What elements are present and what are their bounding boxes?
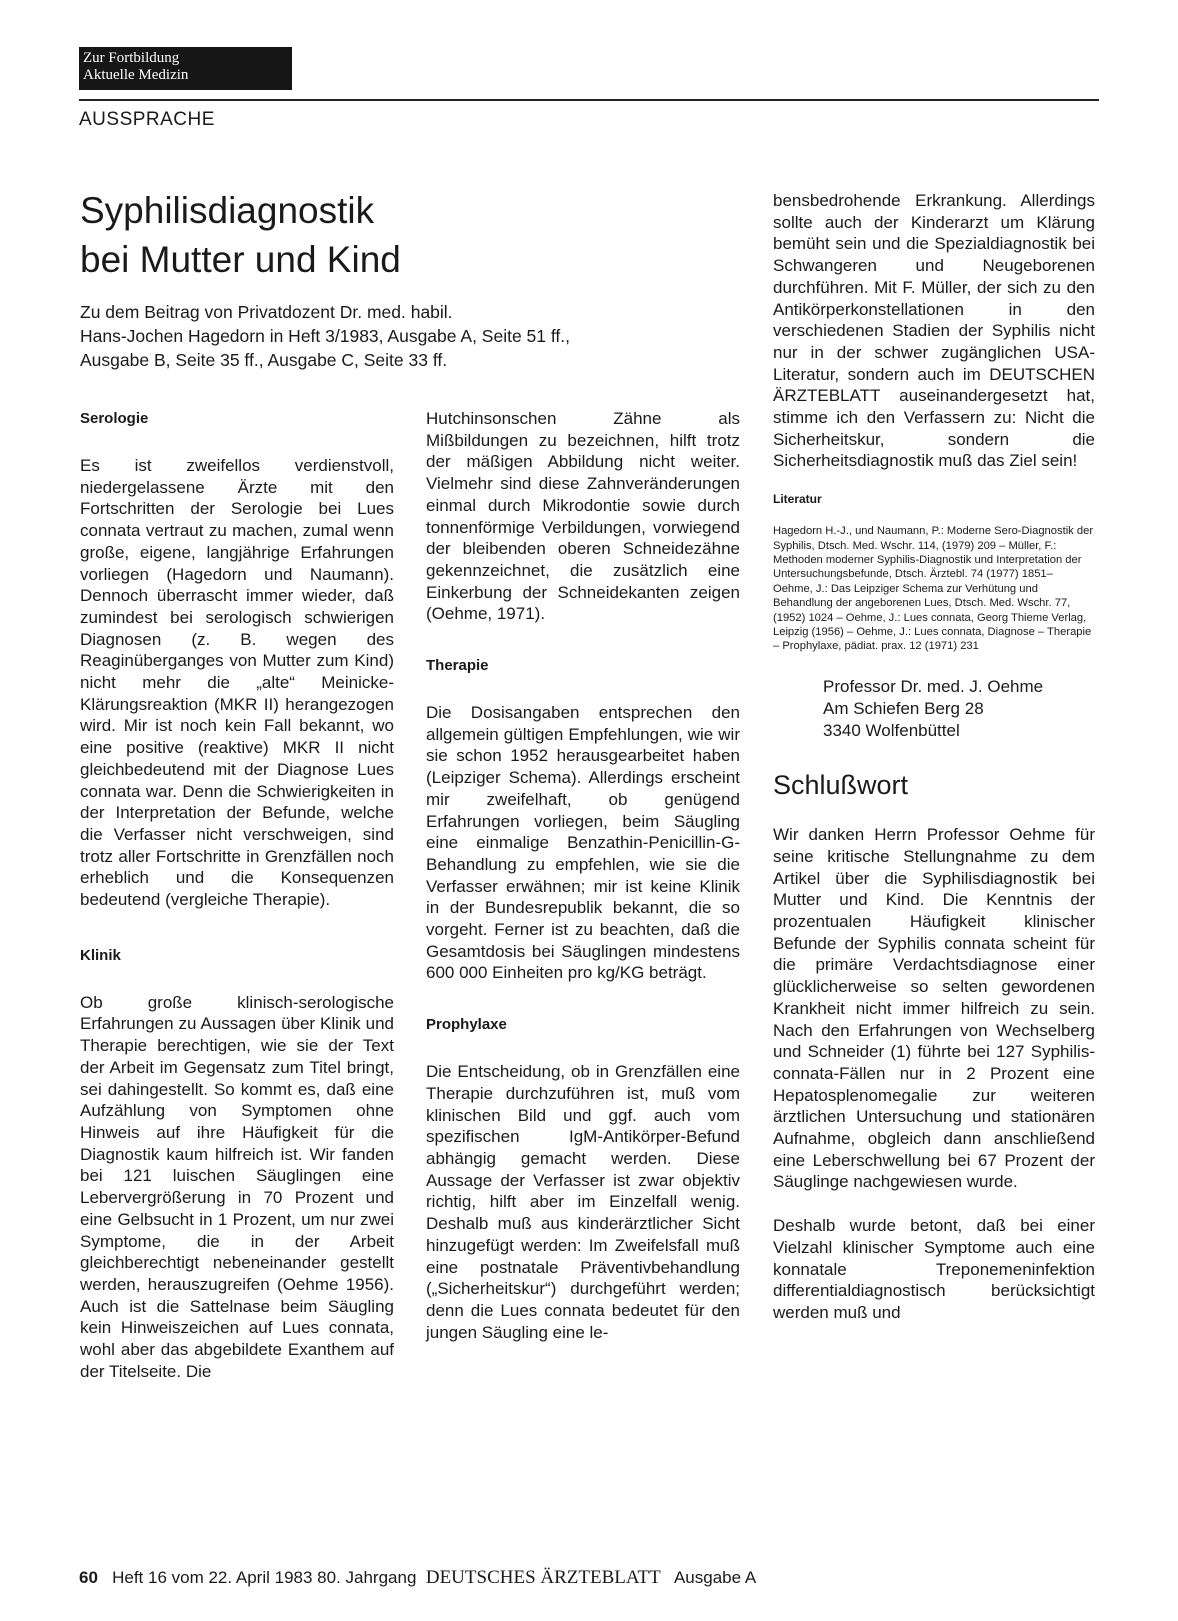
article-subtitle bbox=[80, 300, 720, 372]
heading-serologie: Serologie bbox=[80, 410, 149, 427]
article-title bbox=[80, 186, 720, 284]
subtitle-line-1: Zu dem Beitrag von Privatdozent Dr. med. habil. bbox=[80, 302, 453, 322]
paragraph-continued: Hutchinsonschen Zähne als Mißbildungen zu bezeichnen, hilft trotz der mäßigen Abbildung nicht weiter. Vielmehr sind diese Zahnveränderungen einmal durch Mikrodontie sowie durch tonnenförmige Verbildungen, vorwiegend der bleibenden oberen Schneidezähne gekennzeichnet, die zusätzlich eine Einkerbung der Schneidekanten zeigen (Oehme, 1971). bbox=[426, 409, 740, 624]
paragraph-serologie: Es ist zweifellos verdienstvoll, niedergelassene Ärzte mit den Fortschritten der Serologie bei Lues connata vertraut zu machen, zumal wenn große, eigene, langjährige Erfahrungen vorliegen (Hagedorn und Naumann). Dennoch überrascht immer wieder, daß zumindest bei serologisch schwierigen Diagnosen (z. B. wegen des Reaginüberganges von Mutter zum Kind) nicht mehr die „alte“ Meinicke-Klärungsreaktion (MKR II) herangezogen wird. Mir ist noch kein Fall bekannt, wo eine positive (reaktive) MKR II nicht gleichbedeutend mit der Diagnose Lues connata war. Denn die Schwierigkeiten in der Interpretation der Befunde, welche die Verfasser nicht verschweigen, sind trotz aller Fortschritte in Grenzfällen noch erheblich und die Konsequenzen bedeutend (vergleiche Therapie). bbox=[80, 456, 394, 910]
paragraph-klinik: Ob große klinisch-serologische Erfahrungen zu Aussagen über Klinik und Therapie berechtigen, wie sie der Text der Arbeit im Gegensatz zum Titel bringt, sei dahingestellt. So kommt es, daß eine Aufzählung von Symptomen ohne Hinweis auf ihre Häufigkeit für die Diagnostik kaum hilfreich ist. Wir fanden bei 121 luischen Säuglingen eine Lebervergrößerung in 70 Prozent und eine Gelbsucht in 1 Prozent, um nur zwei Symptome, die in der Arbeit gleichberechtigt nebeneinander gestellt werden, herauszugreifen (Oehme 1956). Auch ist die Sattelnase beim Säugling kein Hinweiszeichen auf Lues connata, wohl aber das abgebildete Exanthem auf der Titelseite. Die bbox=[80, 992, 394, 1381]
author-address bbox=[823, 676, 1095, 742]
header-rule bbox=[79, 99, 1099, 101]
column-2 bbox=[426, 408, 740, 1343]
paragraph-therapie: Die Dosisangaben entsprechen den allgemein gültigen Empfehlungen, wie wir sie schon 1952 herausgearbeitet haben (Leipziger Schema). Allerdings erscheint mir zweifelhaft, ob genügend Erfahrungen vorliegen, beim Säugling eine einmalige Benzathin-Penicillin-G-Behandlung zu empfehlen, wie sie die Verfasser erwähnen; mir ist keine Klinik in der Bundesrepublik bekannt, die so vorgeht. Ferner ist zu beachten, daß die Gesamtdosis bei Säuglingen mindestens 600 000 Einheiten pro kg/KG beträgt. bbox=[426, 703, 740, 983]
rubric-box bbox=[79, 47, 292, 90]
page-number: 60 bbox=[79, 1568, 98, 1587]
section-label: AUSSPRACHE bbox=[79, 109, 215, 130]
edition-label: Ausgabe A bbox=[673, 1568, 757, 1587]
paragraph-schlusswort-1: Wir danken Herrn Professor Oehme für seine kritische Stellungnahme zu dem Artikel über die Syphilisdiagnostik bei Mutter und Kind. Die Kenntnis der prozentualen Häufigkeit klinischer Befunde der Syphilis connata scheint für die primäre Verdachtsdiagnose einer glücklicherweise so selten gewordenen Krankheit nicht immer hilfreich zu sein. Nach den Erfahrungen von Wechselberg und Schneider (1) führte bei 127 Syphilis-connata-Fällen nur in 2 Prozent eine Hepatosplenomegalie zur weiteren ärztlichen Untersuchung und stationären Aufnahme, obgleich dann anschließend eine Leberschwellung bei 67 Prozent der Säuglinge nachgewiesen wurde. bbox=[773, 825, 1095, 1192]
paragraph-schlusswort-2: Deshalb wurde betont, daß bei einer Vielzahl klinischer Symptome auch eine konnatale Treponemeninfektion differentialdiagnostisch berücksichtigt werden muß und bbox=[773, 1216, 1095, 1322]
heading-klinik: Klinik bbox=[80, 946, 121, 964]
title-line-2: bei Mutter und Kind bbox=[80, 239, 401, 280]
author-street: Am Schiefen Berg 28 bbox=[823, 698, 984, 718]
paragraph-continued-3: bensbedrohende Erkrankung. Allerdings sollte auch der Kinderarzt um Klärung bemüht sein und die Spezialdiagnostik bei Schwangeren und Neugeborenen durchführen. Mit F. Müller, der sich zu den Antikörperkonstellationen in den verschiedenen Stadien der Syphilis nicht nur in der schwer zugänglichen USA-Literatur, sondern auch im DEUTSCHEN ÄRZTEBLATT auseinandergesetzt hat, stimme ich den Verfassern zu: Nicht die Sicherheitskur, sondern die Sicherheitsdiagnostik muß das Ziel sein! bbox=[773, 191, 1095, 471]
subtitle-line-3: Ausgabe B, Seite 35 ff., Ausgabe C, Seite 33 ff. bbox=[80, 350, 448, 370]
issue-info: Heft 16 vom 22. April 1983 80. Jahrgang bbox=[112, 1568, 417, 1587]
heading-therapie: Therapie bbox=[426, 657, 489, 675]
paragraph-prophylaxe: Die Entscheidung, ob in Grenzfällen eine Therapie durchzuführen ist, muß vom klinischen Bild und ggf. auch vom spezifischen IgM-Antikörper-Befund abhängig gemacht werden. Diese Aussage der Verfasser ist zwar objektiv richtig, hilft aber im Einzelfall wenig. Deshalb muß aus kinderärztlicher Sicht hinzugefügt werden: Im Zweifelsfall muß eine postnatale Präventivbehandlung („Sicherheitskur“) durchgeführt werden; denn die Lues connata bedeutet für den jungen Säugling eine le- bbox=[426, 1062, 740, 1342]
author-name: Professor Dr. med. J. Oehme bbox=[823, 676, 1044, 696]
subtitle-line-2: Hans-Jochen Hagedorn in Heft 3/1983, Ausgabe A, Seite 51 ff., bbox=[80, 326, 571, 346]
heading-schlusswort: Schlußwort bbox=[773, 769, 909, 800]
heading-literatur: Literatur bbox=[773, 492, 822, 507]
column-1 bbox=[80, 408, 394, 1382]
references: Hagedorn H.-J., und Naumann, P.: Moderne Sero-Diagnostik der Syphilis, Dtsch. Med. Wschr. 114, (1979) 209 – Müller, F.: Methoden moderner Syphilis-Diagnostik und Interpretation der Untersuchungsbefunde, Dtsch. Ärztebl. 74 (1977) 1851– Oehme, J.: Das Leipziger Schema zur Verhütung und Behandlung der angeborenen Lues, Dtsch. Med. Wschr. 77, (1952) 1024 – Oehme, J.: Lues connata, Georg Thieme Verlag, Leipzig (1956) – Oehme, J.: Lues connata, Diagnose – Therapie – Prophylaxe, pädiat. prax. 12 (1971) 231 bbox=[773, 525, 1094, 653]
heading-prophylaxe: Prophylaxe bbox=[426, 1016, 507, 1034]
magazine-name: DEUTSCHES ÄRZTEBLATT bbox=[425, 1567, 661, 1588]
rubric-line-2: Aktuelle Medizin bbox=[83, 67, 189, 83]
column-3 bbox=[773, 190, 1095, 1324]
author-city: 3340 Wolfenbüttel bbox=[823, 720, 960, 740]
page-footer bbox=[79, 1567, 756, 1589]
rubric-line-1: Zur Fortbildung bbox=[83, 50, 180, 66]
title-line-1: Syphilisdiagnostik bbox=[80, 190, 375, 231]
